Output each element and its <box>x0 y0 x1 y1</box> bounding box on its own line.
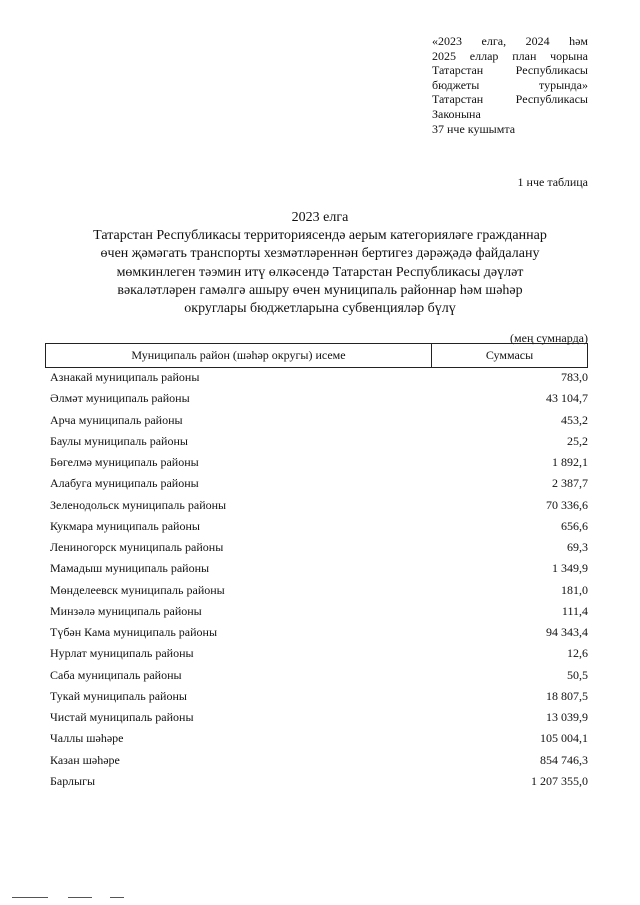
table-row <box>50 580 588 601</box>
row-sum: 2 387,7 <box>552 476 588 491</box>
appendix-line: «2023 елга, 2024 һәм <box>432 34 588 48</box>
units-note: (мең сумнарда) <box>510 331 588 345</box>
row-sum: 111,4 <box>561 603 588 618</box>
row-name: Чистай муниципаль районы <box>50 710 194 724</box>
row-name: Минзәлә муниципаль районы <box>50 603 202 618</box>
row-name: Әлмәт муниципаль районы <box>50 391 190 406</box>
row-sum: 656,6 <box>561 518 588 533</box>
document-title <box>80 209 560 318</box>
title-line: өчен җәмәгать транспорты хезмәтләреннән бертигез дәрәҗәдә файдалану <box>100 246 540 262</box>
row-name: Түбән Кама муниципаль районы <box>50 625 218 639</box>
appendix-note <box>432 34 588 136</box>
table-row <box>50 495 588 516</box>
header-sum-column: Суммасы <box>485 348 534 362</box>
table-row <box>50 558 588 579</box>
appendix-line: 2025 еллар план чорына <box>432 48 588 63</box>
table-row <box>50 601 588 622</box>
table-row <box>50 410 588 431</box>
table-row <box>50 622 588 643</box>
row-sum: 25,2 <box>567 433 588 448</box>
header-name-column: Муниципаль район (шәһәр округы) исеме <box>46 344 432 367</box>
title-line: вәкаләтләрен гамәлгә ашыру өчен муниципаль районнар һәм шәһәр <box>117 282 523 298</box>
footer-marks <box>12 897 142 899</box>
row-name: Арча муниципаль районы <box>50 412 183 427</box>
table-row <box>50 643 588 664</box>
table-row <box>50 750 588 771</box>
table-row <box>50 473 588 494</box>
table-row <box>50 537 588 558</box>
row-sum: 12,6 <box>567 646 588 661</box>
row-name: Баулы муниципаль районы <box>50 433 188 448</box>
title-line: округлары бюджетларына субвенцияләр бүлү <box>184 301 456 317</box>
appendix-line: Татарстан Республикасы <box>432 92 588 107</box>
table-number: 1 нче таблица <box>517 175 588 189</box>
row-name: Чаллы шәһәре <box>50 731 124 746</box>
table-body <box>50 367 588 792</box>
table-header <box>45 343 588 368</box>
row-sum: 783,0 <box>561 370 588 384</box>
row-sum: 453,2 <box>561 412 588 427</box>
row-name: Алабуга муниципаль районы <box>50 476 199 491</box>
row-sum: 105 004,1 <box>540 731 588 746</box>
row-sum: 1 207 355,0 <box>531 773 588 788</box>
row-name: Бөгелмә муниципаль районы <box>50 455 199 469</box>
appendix-line: Татарстан Республикасы <box>432 63 588 78</box>
table-row <box>50 367 588 388</box>
row-sum: 18 807,5 <box>546 688 588 703</box>
row-name: Кукмара муниципаль районы <box>50 518 200 533</box>
row-name: Зеленодольск муниципаль районы <box>50 497 227 512</box>
table-row <box>50 707 588 728</box>
row-name: Барлыгы <box>50 773 96 788</box>
appendix-line: 37 нче кушымта <box>432 121 516 136</box>
table-row <box>50 771 588 792</box>
row-sum: 43 104,7 <box>546 391 588 406</box>
table-row <box>50 431 588 452</box>
row-name: Азнакай муниципаль районы <box>50 370 200 384</box>
row-sum: 854 746,3 <box>540 752 588 767</box>
row-name: Тукай муниципаль районы <box>50 688 187 703</box>
row-name: Нурлат муниципаль районы <box>50 646 194 661</box>
table-row <box>50 388 588 409</box>
row-sum: 94 343,4 <box>546 625 588 639</box>
appendix-line: Законына <box>432 106 481 121</box>
row-name: Лениногорск муниципаль районы <box>50 540 224 554</box>
row-sum: 50,5 <box>567 667 588 682</box>
row-sum: 1 349,9 <box>552 561 588 576</box>
appendix-line: бюджеты турында» <box>432 77 588 92</box>
title-year: 2023 елга <box>291 210 349 225</box>
row-sum: 181,0 <box>561 582 588 597</box>
title-line: мөмкинлеген тәэмин итү өлкәсендә Татарстан Республикасы дәүләт <box>116 264 524 280</box>
row-name: Мамадыш муниципаль районы <box>50 561 210 576</box>
title-line: Татарстан Республикасы территориясендә аерым категорияләге гражданнар <box>93 228 547 244</box>
row-name: Казан шәһәре <box>50 752 120 767</box>
table-row <box>50 452 588 473</box>
row-sum: 13 039,9 <box>546 710 588 724</box>
table-row <box>50 686 588 707</box>
row-name: Саба муниципаль районы <box>50 667 182 682</box>
row-sum: 69,3 <box>567 540 588 554</box>
row-name: Мөнделеевск муниципаль районы <box>50 582 225 597</box>
row-sum: 70 336,6 <box>546 497 588 512</box>
table-row <box>50 728 588 749</box>
row-sum: 1 892,1 <box>552 455 588 469</box>
table-row <box>50 516 588 537</box>
table-row <box>50 665 588 686</box>
